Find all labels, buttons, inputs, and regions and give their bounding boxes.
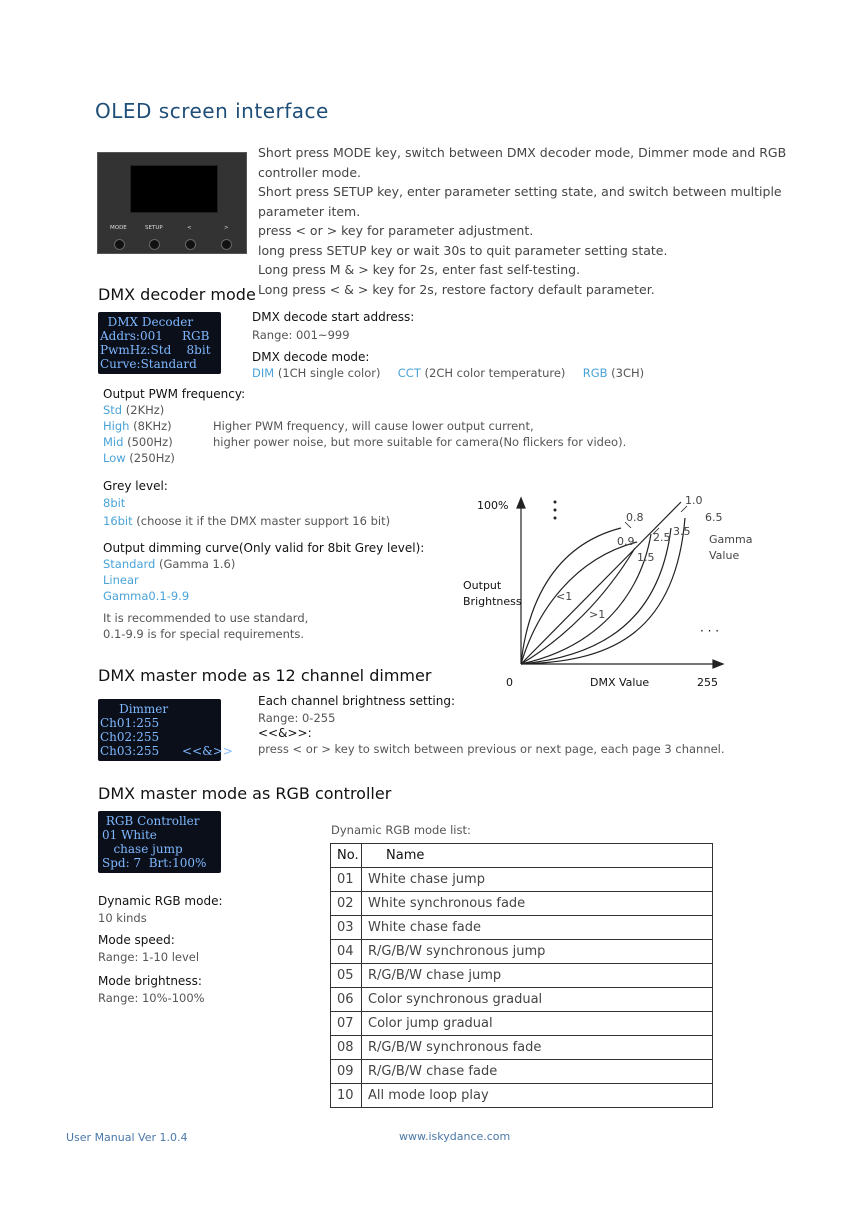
- row-name: Color jump gradual: [362, 1012, 713, 1036]
- x-origin-label: 0: [506, 676, 513, 689]
- grey-8bit-text: 8bit: [103, 496, 126, 510]
- footer-website[interactable]: www.iskydance.com: [399, 1130, 511, 1143]
- pwm-mid-desc: (500Hz): [123, 435, 173, 449]
- ellipsis-label: · · ·: [700, 624, 720, 638]
- row-name: Color synchronous gradual: [362, 988, 713, 1012]
- table-row: [331, 868, 713, 892]
- y-top-label: 100%: [477, 499, 509, 512]
- row-no: 01: [331, 868, 362, 892]
- table-row: [331, 1084, 713, 1108]
- row-no: 09: [331, 1060, 362, 1084]
- row-no: 05: [331, 964, 362, 988]
- oled-line: RGB Controller: [102, 814, 200, 828]
- row-name: All mode loop play: [362, 1084, 713, 1108]
- rgb-oled-screen: [98, 811, 221, 873]
- setup-key-label: SETUP: [145, 225, 163, 231]
- mode-cct-desc: (2CH color temperature): [420, 366, 566, 380]
- curve-label: Output dimming curve(Only valid for 8bit Grey level):: [103, 541, 425, 555]
- decoder-section-title: DMX decoder mode: [98, 285, 256, 304]
- instruction-line: press < or > key for parameter adjustment.: [258, 223, 534, 238]
- pwm-std: Std: [103, 403, 123, 417]
- table-row: [331, 1036, 713, 1060]
- table-header-no: No.: [331, 844, 362, 868]
- pwm-label: Output PWM frequency:: [103, 387, 246, 401]
- device-screen: [130, 165, 218, 213]
- gamma-label-2: Value: [709, 549, 740, 562]
- table-row: [331, 964, 713, 988]
- row-no: 02: [331, 892, 362, 916]
- table-row: [331, 1012, 713, 1036]
- grey-8bit: [103, 495, 125, 511]
- y-axis-arrow-icon: [517, 498, 525, 508]
- instruction-line: Short press SETUP key, enter parameter setting state, and switch between multiple parameter item.: [258, 184, 782, 219]
- row-name: R/G/B/W synchronous jump: [362, 940, 713, 964]
- lt1-label: <1: [556, 590, 573, 603]
- mode-key-label: MODE: [110, 225, 127, 231]
- mode-dim: DIM: [252, 366, 275, 380]
- table-header-row: [331, 844, 713, 868]
- instructions-list: [258, 143, 848, 299]
- instruction-line: Long press M & > key for 2s, enter fast self-testing.: [258, 262, 581, 277]
- mode-rgb: RGB: [582, 366, 608, 380]
- oled-line: Spd: 7 Brt:100%: [102, 856, 207, 870]
- table-row: [331, 1060, 713, 1084]
- dynamic-mode-value: 10 kinds: [98, 911, 147, 925]
- table-row: [331, 916, 713, 940]
- right-key-label: >: [224, 225, 229, 231]
- oled-line: Addrs:001 RGB: [100, 329, 210, 343]
- dimmer-keys-desc: press < or > key to switch between previous or next page, each page 3 channel.: [258, 742, 725, 756]
- row-name: White chase fade: [362, 916, 713, 940]
- pwm-high-desc: (8KHz): [129, 419, 172, 433]
- curve-note-1: It is recommended to use standard,: [103, 611, 309, 625]
- row-name: White chase jump: [362, 868, 713, 892]
- instruction-line: long press SETUP key or wait 30s to quit parameter setting state.: [258, 242, 668, 258]
- mode-brightness-label: Mode brightness:: [98, 974, 202, 988]
- row-no: 08: [331, 1036, 362, 1060]
- controller-device-image: [97, 152, 247, 254]
- setup-button-icon: [149, 239, 160, 250]
- gt1-label: >1: [589, 608, 606, 621]
- oled-line: Ch02:255: [100, 730, 160, 744]
- left-button-icon: [185, 239, 196, 250]
- oled-line: PwmHz:Std 8bit: [100, 343, 211, 357]
- oled-line: Dimmer: [100, 702, 169, 716]
- x-max-label: 255: [697, 676, 718, 689]
- gamma-curve-diagram: [455, 488, 755, 693]
- footer-version: User Manual Ver 1.0.4: [66, 1131, 188, 1144]
- dynamic-mode-label: Dynamic RGB mode:: [98, 894, 223, 908]
- right-button-icon: [221, 239, 232, 250]
- pwm-high: High: [103, 419, 130, 433]
- table-row: [331, 892, 713, 916]
- mode-rgb-desc: (3CH): [607, 366, 645, 380]
- table-header-name: Name: [362, 844, 713, 868]
- y-label-2: Brightness: [463, 595, 522, 608]
- instruction-line: Short press MODE key, switch between DMX decoder mode, Dimmer mode and RGB controller mode.: [258, 145, 787, 180]
- row-no: 04: [331, 940, 362, 964]
- curve-label-1-0: 1.0: [685, 494, 703, 507]
- row-no: 06: [331, 988, 362, 1012]
- row-no: 07: [331, 1012, 362, 1036]
- start-address-label: DMX decode start address:: [252, 310, 415, 324]
- oled-line: Ch03:255 <<&>>: [100, 744, 233, 758]
- row-name: White synchronous fade: [362, 892, 713, 916]
- grey-16bit: [103, 513, 390, 529]
- table-row: [331, 940, 713, 964]
- start-address-range: Range: 001~999: [252, 328, 350, 342]
- pwm-note-2: higher power noise, but more suitable for camera(No flickers for video).: [213, 435, 627, 449]
- rgb-mode-table: [330, 843, 713, 1108]
- row-name: R/G/B/W chase jump: [362, 964, 713, 988]
- pwm-std-desc: (2KHz): [122, 403, 165, 417]
- grey-level-label: Grey level:: [103, 479, 168, 493]
- left-key-label: <: [187, 225, 192, 231]
- page-title: OLED screen interface: [95, 99, 329, 123]
- instruction-line: Long press < & > key for 2s, restore factory default parameter.: [258, 281, 655, 297]
- curve-label-0-8: 0.8: [626, 511, 644, 524]
- x-axis-arrow-icon: [713, 660, 723, 668]
- mode-speed-value: Range: 1-10 level: [98, 950, 200, 964]
- curve-standard: Standard: [103, 557, 156, 571]
- curve-note-2: 0.1-9.9 is for special requirements.: [103, 627, 305, 641]
- curve-gamma: Gamma0.1-9.9: [103, 589, 190, 603]
- row-no: 03: [331, 916, 362, 940]
- grey-16bit-desc: (choose it if the DMX master support 16 bit): [132, 514, 391, 528]
- curve-label-3-5: 3.5: [673, 525, 691, 538]
- table-row: [331, 988, 713, 1012]
- pwm-mid: Mid: [103, 435, 124, 449]
- dimmer-section-title: DMX master mode as 12 channel dimmer: [98, 666, 432, 685]
- dimmer-range: Range: 0-255: [258, 711, 336, 725]
- curve-linear: Linear: [103, 573, 139, 587]
- pwm-low: Low: [103, 451, 126, 465]
- row-name: R/G/B/W chase fade: [362, 1060, 713, 1084]
- mode-cct: CCT: [397, 366, 421, 380]
- oled-line: chase jump: [102, 842, 183, 856]
- row-no: 10: [331, 1084, 362, 1108]
- oled-line: DMX Decoder: [100, 315, 194, 329]
- gamma-label-1: Gamma: [709, 533, 753, 546]
- pwm-low-desc: (250Hz): [125, 451, 175, 465]
- curve-label-2-5: 2.5: [653, 531, 671, 544]
- mode-button-icon: [114, 239, 125, 250]
- grey-16bit-text: 16bit: [103, 514, 133, 528]
- dimmer-brightness-label: Each channel brightness setting:: [258, 694, 456, 708]
- oled-line: Curve:Standard: [100, 357, 197, 371]
- curve-label-1-5: 1.5: [637, 551, 655, 564]
- pwm-note-1: Higher PWM frequency, will cause lower output current,: [213, 419, 534, 433]
- mode-brightness-value: Range: 10%-100%: [98, 991, 205, 1005]
- dimmer-keys-label: <<&>>:: [258, 726, 312, 740]
- mode-list-title: Dynamic RGB mode list:: [331, 823, 471, 837]
- oled-line: 01 White: [102, 828, 157, 842]
- y-label-1: Output: [463, 579, 502, 592]
- decode-mode-label: DMX decode mode:: [252, 350, 370, 364]
- curve-label-6-5: 6.5: [705, 511, 723, 524]
- curve-standard-desc: (Gamma 1.6): [155, 557, 236, 571]
- dimmer-oled-screen: [98, 699, 233, 761]
- rgb-section-title: DMX master mode as RGB controller: [98, 784, 392, 803]
- mode-dim-desc: (1CH single color): [274, 366, 381, 380]
- x-label: DMX Value: [590, 676, 650, 689]
- curve-options: [103, 556, 235, 604]
- curve-linear-1-0: [521, 502, 681, 664]
- row-name: R/G/B/W synchronous fade: [362, 1036, 713, 1060]
- mode-speed-label: Mode speed:: [98, 933, 175, 947]
- decoder-oled-screen: [98, 312, 221, 374]
- oled-line: Ch01:255: [100, 716, 160, 730]
- pwm-options: [103, 402, 175, 466]
- curve-label-0-9: 0.9: [617, 535, 635, 548]
- decode-mode-options: [252, 365, 644, 381]
